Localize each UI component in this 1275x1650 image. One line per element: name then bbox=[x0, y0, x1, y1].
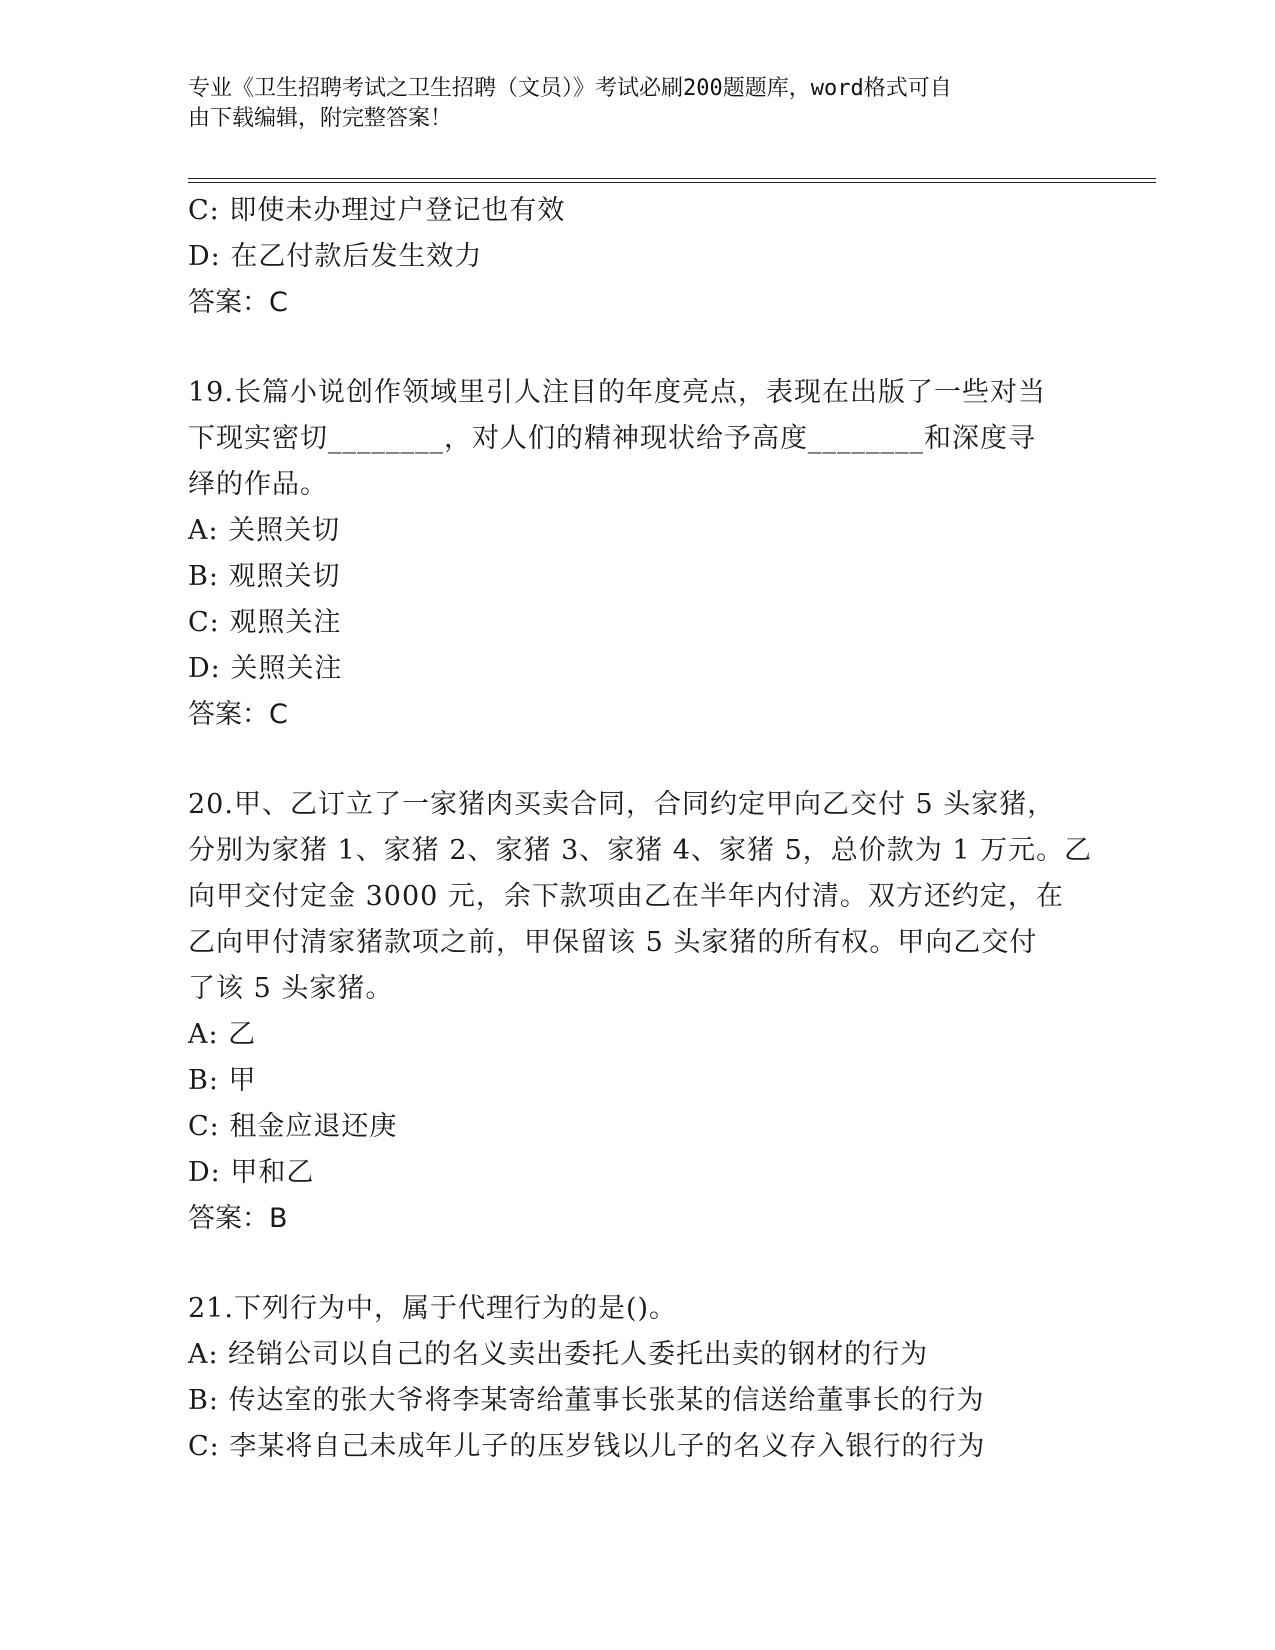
spacer bbox=[188, 326, 1108, 370]
question-stem-line: 19.长篇小说创作领域里引人注目的年度亮点，表现在出版了一些对当 bbox=[188, 377, 1046, 408]
header-line-2: 由下载编辑，附完整答案！ bbox=[188, 106, 453, 131]
answer-line: 答案：B bbox=[188, 1203, 288, 1234]
spacer bbox=[188, 1242, 1108, 1286]
question-stem-line: 向甲交付定金 3000 元，余下款项由乙在半年内付清。双方还约定，在 bbox=[188, 881, 1064, 912]
option-b: B: 传达室的张大爷将李某寄给董事长张某的信送给董事长的行为 bbox=[188, 1385, 985, 1416]
question-21 bbox=[188, 1286, 1108, 1470]
document-body bbox=[188, 188, 1108, 1470]
option-c: C: 租金应退还庚 bbox=[188, 1111, 398, 1142]
question-18-tail bbox=[188, 188, 1108, 326]
option-a: A: 关照关切 bbox=[188, 515, 341, 546]
option-c: C: 李某将自己未成年儿子的压岁钱以儿子的名义存入银行的行为 bbox=[188, 1431, 986, 1462]
answer-line: 答案：C bbox=[188, 699, 288, 730]
question-stem-line: 乙向甲付清家猪款项之前，甲保留该 5 头家猪的所有权。甲向乙交付 bbox=[188, 927, 1038, 958]
option-d: D: 关照关注 bbox=[188, 653, 343, 684]
question-stem-line: 绎的作品。 bbox=[188, 469, 328, 500]
question-stem-line: 20.甲、乙订立了一家猪肉买卖合同，合同约定甲向乙交付 5 头家猪， bbox=[188, 789, 1056, 820]
header-line-1: 专业《卫生招聘考试之卫生招聘（文员）》考试必刷200题题库，word格式可自 bbox=[188, 76, 952, 101]
option-d: D: 甲和乙 bbox=[188, 1157, 315, 1188]
question-stem-line: 分别为家猪 1、家猪 2、家猪 3、家猪 4、家猪 5，总价款为 1 万元。乙 bbox=[188, 835, 1093, 866]
spacer bbox=[188, 738, 1108, 782]
option-c: C: 观照关注 bbox=[188, 607, 342, 638]
option-c: C: 即使未办理过户登记也有效 bbox=[188, 195, 566, 226]
option-a: A: 经销公司以自己的名义卖出委托人委托出卖的钢材的行为 bbox=[188, 1339, 929, 1370]
question-stem-line: 21.下列行为中，属于代理行为的是()。 bbox=[188, 1293, 678, 1324]
page-header bbox=[188, 74, 1088, 134]
question-19 bbox=[188, 370, 1108, 738]
option-d: D: 在乙付款后发生效力 bbox=[188, 241, 483, 272]
question-20 bbox=[188, 782, 1108, 1242]
question-stem-line: 了该 5 头家猪。 bbox=[188, 973, 394, 1004]
question-stem-line: 下现实密切________，对人们的精神现状给予高度________和深度寻 bbox=[188, 423, 1036, 454]
option-a: A: 乙 bbox=[188, 1019, 257, 1050]
option-b: B: 甲 bbox=[188, 1065, 257, 1096]
header-divider bbox=[188, 178, 1156, 183]
option-b: B: 观照关切 bbox=[188, 561, 341, 592]
answer-line: 答案：C bbox=[188, 287, 288, 318]
